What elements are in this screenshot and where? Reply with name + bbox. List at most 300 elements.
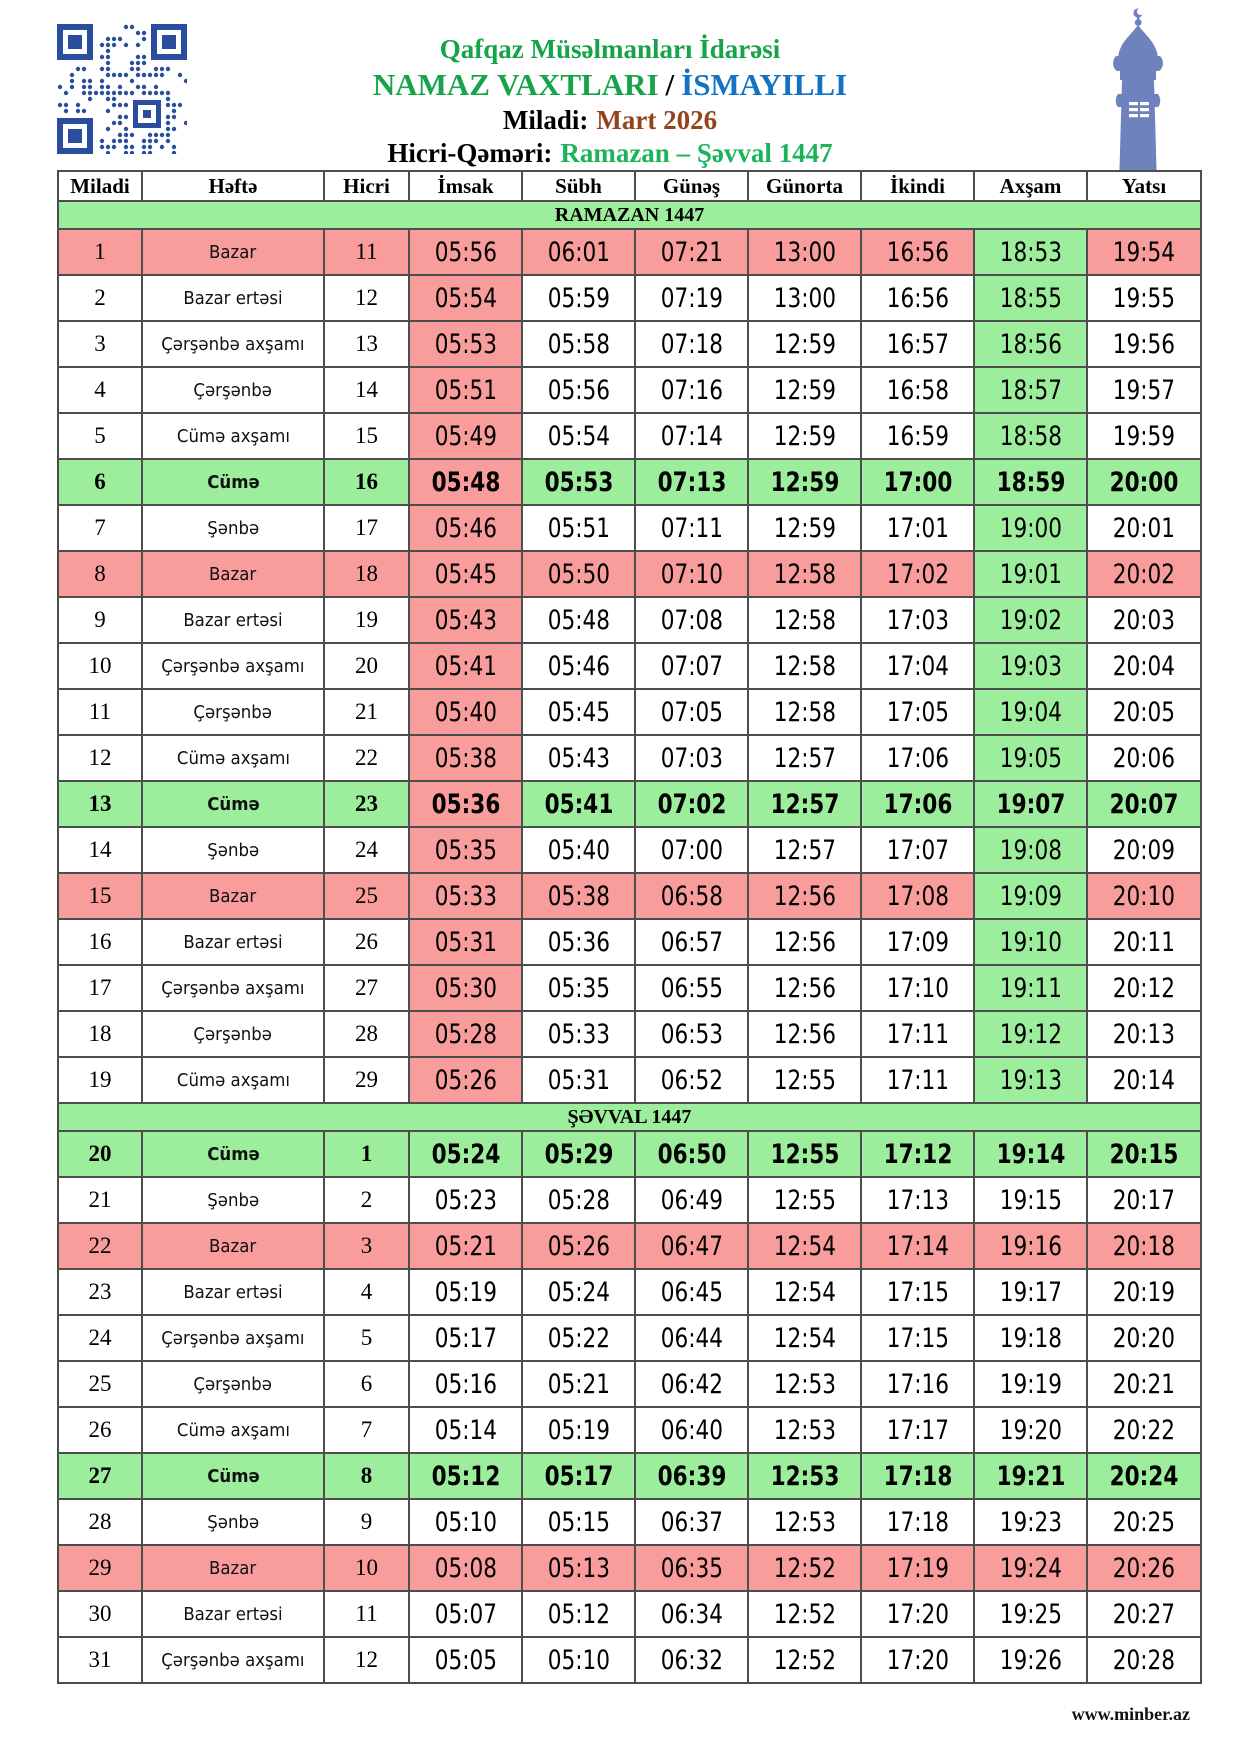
cell-time-subh: 05:35 [522,965,635,1011]
cell-miladi-day: 25 [58,1361,142,1407]
cell-time-ikindi: 17:02 [861,551,974,597]
page-title [180,66,1040,104]
title-separator: / [665,67,675,102]
table-row [58,1637,1201,1683]
cell-time-axsam: 19:07 [974,781,1087,827]
cell-weekday: Bazar ertəsi [142,1591,324,1637]
cell-weekday: Şənbə [142,1499,324,1545]
cell-hicri-day: 16 [324,459,409,505]
cell-weekday: Cümə [142,1131,324,1177]
cell-time-gunes: 06:37 [635,1499,748,1545]
cell-time-imsak: 05:26 [409,1057,522,1103]
cell-time-ikindi: 17:18 [861,1499,974,1545]
cell-time-axsam: 18:53 [974,229,1087,275]
cell-miladi-day: 22 [58,1223,142,1269]
cell-time-yatsi: 20:25 [1087,1499,1201,1545]
cell-time-gunorta: 12:55 [748,1057,861,1103]
cell-miladi-day: 7 [58,505,142,551]
cell-time-gunorta: 12:58 [748,689,861,735]
cell-weekday: Şənbə [142,505,324,551]
cell-time-subh: 05:17 [522,1453,635,1499]
col-header-subh: Sübh [522,171,635,201]
cell-time-yatsi: 20:07 [1087,781,1201,827]
cell-time-yatsi: 20:26 [1087,1545,1201,1591]
cell-miladi-day: 12 [58,735,142,781]
cell-time-imsak: 05:31 [409,919,522,965]
cell-time-imsak: 05:21 [409,1223,522,1269]
cell-time-gunorta: 12:52 [748,1591,861,1637]
cell-time-gunorta: 12:55 [748,1131,861,1177]
col-header-hicri: Hicri [324,171,409,201]
cell-time-yatsi: 20:14 [1087,1057,1201,1103]
cell-hicri-day: 11 [324,1591,409,1637]
cell-hicri-day: 5 [324,1315,409,1361]
cell-time-imsak: 05:12 [409,1453,522,1499]
cell-time-imsak: 05:49 [409,413,522,459]
cell-hicri-day: 24 [324,827,409,873]
cell-time-ikindi: 17:08 [861,873,974,919]
cell-time-yatsi: 20:27 [1087,1591,1201,1637]
table-row [58,735,1201,781]
cell-hicri-day: 8 [324,1453,409,1499]
cell-hicri-day: 17 [324,505,409,551]
cell-time-imsak: 05:08 [409,1545,522,1591]
column-header-row [58,171,1201,201]
cell-time-yatsi: 20:04 [1087,643,1201,689]
cell-time-axsam: 19:09 [974,873,1087,919]
cell-time-yatsi: 19:56 [1087,321,1201,367]
cell-time-imsak: 05:35 [409,827,522,873]
cell-time-subh: 05:38 [522,873,635,919]
cell-time-subh: 05:46 [522,643,635,689]
cell-miladi-day: 4 [58,367,142,413]
cell-weekday: Şənbə [142,827,324,873]
cell-time-axsam: 19:16 [974,1223,1087,1269]
cell-time-yatsi: 20:03 [1087,597,1201,643]
cell-time-ikindi: 17:04 [861,643,974,689]
cell-time-subh: 05:50 [522,551,635,597]
cell-weekday: Bazar [142,873,324,919]
cell-miladi-day: 26 [58,1407,142,1453]
cell-time-subh: 05:51 [522,505,635,551]
cell-time-ikindi: 16:57 [861,321,974,367]
cell-time-ikindi: 17:09 [861,919,974,965]
cell-time-subh: 05:12 [522,1591,635,1637]
cell-hicri-day: 23 [324,781,409,827]
cell-weekday: Çərşənbə axşamı [142,1637,324,1683]
cell-time-gunes: 06:35 [635,1545,748,1591]
section-row [58,201,1201,229]
col-header-hefte: Həftə [142,171,324,201]
cell-weekday: Cümə axşamı [142,413,324,459]
cell-time-subh: 05:19 [522,1407,635,1453]
cell-time-imsak: 05:24 [409,1131,522,1177]
cell-time-gunorta: 12:56 [748,873,861,919]
table-row [58,505,1201,551]
cell-time-gunes: 07:05 [635,689,748,735]
cell-time-subh: 05:24 [522,1269,635,1315]
cell-time-gunes: 07:11 [635,505,748,551]
table-row [58,275,1201,321]
cell-miladi-day: 31 [58,1637,142,1683]
cell-miladi-day: 3 [58,321,142,367]
cell-time-subh: 05:22 [522,1315,635,1361]
cell-time-axsam: 18:58 [974,413,1087,459]
cell-time-ikindi: 17:10 [861,965,974,1011]
cell-time-yatsi: 19:54 [1087,229,1201,275]
cell-time-gunorta: 12:57 [748,827,861,873]
cell-time-axsam: 19:03 [974,643,1087,689]
cell-time-imsak: 05:38 [409,735,522,781]
cell-time-yatsi: 19:59 [1087,413,1201,459]
cell-time-axsam: 19:04 [974,689,1087,735]
cell-time-ikindi: 16:59 [861,413,974,459]
cell-time-gunorta: 12:59 [748,459,861,505]
cell-time-gunorta: 13:00 [748,229,861,275]
cell-time-gunes: 07:10 [635,551,748,597]
cell-time-ikindi: 17:12 [861,1131,974,1177]
cell-time-axsam: 18:59 [974,459,1087,505]
table-row [58,689,1201,735]
cell-time-gunes: 07:02 [635,781,748,827]
cell-time-ikindi: 17:20 [861,1637,974,1683]
cell-time-imsak: 05:19 [409,1269,522,1315]
table-row [58,597,1201,643]
cell-time-ikindi: 17:16 [861,1361,974,1407]
col-header-yatsi: Yatsı [1087,171,1201,201]
cell-time-axsam: 19:08 [974,827,1087,873]
hicri-line [180,137,1040,170]
table-row [58,1269,1201,1315]
cell-time-gunorta: 12:59 [748,413,861,459]
cell-time-gunes: 07:03 [635,735,748,781]
cell-hicri-day: 18 [324,551,409,597]
cell-time-axsam: 19:18 [974,1315,1087,1361]
cell-time-ikindi: 17:18 [861,1453,974,1499]
hicri-label: Hicri-Qəməri: [387,138,553,168]
cell-time-yatsi: 20:28 [1087,1637,1201,1683]
table-row [58,1315,1201,1361]
cell-time-gunes: 06:49 [635,1177,748,1223]
cell-time-gunes: 06:47 [635,1223,748,1269]
col-header-gunorta: Günorta [748,171,861,201]
table-row [58,965,1201,1011]
cell-miladi-day: 27 [58,1453,142,1499]
cell-time-yatsi: 20:22 [1087,1407,1201,1453]
cell-miladi-day: 2 [58,275,142,321]
cell-hicri-day: 15 [324,413,409,459]
cell-time-ikindi: 17:15 [861,1269,974,1315]
cell-time-axsam: 19:21 [974,1453,1087,1499]
cell-weekday: Şənbə [142,1177,324,1223]
cell-miladi-day: 11 [58,689,142,735]
cell-time-gunorta: 13:00 [748,275,861,321]
cell-time-axsam: 18:56 [974,321,1087,367]
cell-hicri-day: 11 [324,229,409,275]
cell-time-subh: 05:31 [522,1057,635,1103]
table-row [58,781,1201,827]
section-title: RAMAZAN 1447 [58,201,1201,229]
cell-time-axsam: 18:57 [974,367,1087,413]
table-row [58,1591,1201,1637]
cell-time-axsam: 19:24 [974,1545,1087,1591]
cell-time-subh: 05:26 [522,1223,635,1269]
cell-miladi-day: 14 [58,827,142,873]
qr-code-icon [57,24,187,154]
cell-time-ikindi: 17:03 [861,597,974,643]
cell-hicri-day: 29 [324,1057,409,1103]
cell-time-gunes: 06:44 [635,1315,748,1361]
table-row [58,827,1201,873]
table-head [58,171,1201,201]
cell-hicri-day: 25 [324,873,409,919]
cell-miladi-day: 29 [58,1545,142,1591]
cell-time-gunorta: 12:56 [748,919,861,965]
cell-time-imsak: 05:05 [409,1637,522,1683]
cell-time-subh: 06:01 [522,229,635,275]
table-row [58,873,1201,919]
cell-time-ikindi: 17:11 [861,1011,974,1057]
table-row [58,1499,1201,1545]
cell-time-yatsi: 20:00 [1087,459,1201,505]
cell-hicri-day: 10 [324,1545,409,1591]
cell-time-imsak: 05:56 [409,229,522,275]
cell-time-axsam: 19:26 [974,1637,1087,1683]
cell-hicri-day: 9 [324,1499,409,1545]
cell-weekday: Çərşənbə [142,1361,324,1407]
cell-time-subh: 05:28 [522,1177,635,1223]
cell-time-axsam: 19:23 [974,1499,1087,1545]
cell-time-subh: 05:40 [522,827,635,873]
cell-weekday: Bazar [142,551,324,597]
cell-time-imsak: 05:53 [409,321,522,367]
cell-time-subh: 05:36 [522,919,635,965]
cell-time-gunorta: 12:57 [748,781,861,827]
cell-time-axsam: 19:02 [974,597,1087,643]
cell-time-gunes: 06:40 [635,1407,748,1453]
cell-time-axsam: 19:19 [974,1361,1087,1407]
cell-time-gunes: 06:57 [635,919,748,965]
cell-time-imsak: 05:48 [409,459,522,505]
cell-time-ikindi: 17:13 [861,1177,974,1223]
hicri-value: Ramazan – Şəvval 1447 [560,138,833,168]
cell-weekday: Bazar ertəsi [142,275,324,321]
cell-time-imsak: 05:07 [409,1591,522,1637]
title-city: İSMAYILLI [681,67,848,102]
table-row [58,551,1201,597]
cell-time-subh: 05:53 [522,459,635,505]
cell-time-yatsi: 20:24 [1087,1453,1201,1499]
cell-miladi-day: 30 [58,1591,142,1637]
cell-time-gunes: 07:14 [635,413,748,459]
cell-time-gunes: 07:18 [635,321,748,367]
col-header-ikindi: İkindi [861,171,974,201]
cell-time-yatsi: 20:15 [1087,1131,1201,1177]
cell-time-imsak: 05:33 [409,873,522,919]
col-header-axsam: Axşam [974,171,1087,201]
cell-time-gunorta: 12:58 [748,643,861,689]
cell-time-ikindi: 16:58 [861,367,974,413]
table-row [58,643,1201,689]
cell-time-axsam: 19:12 [974,1011,1087,1057]
cell-miladi-day: 6 [58,459,142,505]
prayer-times-table [57,170,1202,1684]
cell-time-ikindi: 17:19 [861,1545,974,1591]
cell-time-axsam: 19:25 [974,1591,1087,1637]
cell-time-yatsi: 20:10 [1087,873,1201,919]
table-row [58,1361,1201,1407]
minaret-icon [1092,6,1184,188]
cell-weekday: Çərşənbə axşamı [142,1315,324,1361]
cell-time-imsak: 05:43 [409,597,522,643]
cell-time-gunorta: 12:53 [748,1407,861,1453]
cell-time-yatsi: 20:21 [1087,1361,1201,1407]
cell-time-gunorta: 12:59 [748,321,861,367]
cell-miladi-day: 17 [58,965,142,1011]
cell-time-ikindi: 17:05 [861,689,974,735]
cell-time-yatsi: 20:18 [1087,1223,1201,1269]
cell-time-ikindi: 17:01 [861,505,974,551]
cell-hicri-day: 12 [324,1637,409,1683]
cell-time-imsak: 05:10 [409,1499,522,1545]
cell-time-ikindi: 17:15 [861,1315,974,1361]
table-row [58,919,1201,965]
cell-time-ikindi: 17:06 [861,735,974,781]
cell-time-subh: 05:43 [522,735,635,781]
cell-miladi-day: 13 [58,781,142,827]
cell-time-yatsi: 20:02 [1087,551,1201,597]
table-row [58,229,1201,275]
cell-weekday: Çərşənbə [142,367,324,413]
cell-time-ikindi: 16:56 [861,229,974,275]
cell-time-gunorta: 12:54 [748,1269,861,1315]
cell-time-subh: 05:33 [522,1011,635,1057]
cell-miladi-day: 5 [58,413,142,459]
cell-time-gunorta: 12:59 [748,367,861,413]
cell-time-yatsi: 20:05 [1087,689,1201,735]
table-row [58,321,1201,367]
cell-weekday: Cümə [142,781,324,827]
cell-weekday: Bazar ertəsi [142,597,324,643]
cell-time-gunes: 07:19 [635,275,748,321]
title-namaz-vaxtlari: NAMAZ VAXTLARI [372,67,659,102]
cell-time-subh: 05:13 [522,1545,635,1591]
cell-miladi-day: 15 [58,873,142,919]
cell-hicri-day: 1 [324,1131,409,1177]
cell-hicri-day: 14 [324,367,409,413]
cell-miladi-day: 1 [58,229,142,275]
cell-miladi-day: 8 [58,551,142,597]
cell-time-gunorta: 12:54 [748,1223,861,1269]
cell-time-imsak: 05:17 [409,1315,522,1361]
section-title: ŞƏVVAL 1447 [58,1103,1201,1131]
cell-time-ikindi: 17:14 [861,1223,974,1269]
cell-weekday: Bazar [142,229,324,275]
cell-time-subh: 05:59 [522,275,635,321]
cell-weekday: Çərşənbə [142,1011,324,1057]
cell-time-imsak: 05:14 [409,1407,522,1453]
cell-time-subh: 05:29 [522,1131,635,1177]
cell-time-yatsi: 20:17 [1087,1177,1201,1223]
cell-hicri-day: 12 [324,275,409,321]
cell-time-gunes: 06:39 [635,1453,748,1499]
cell-weekday: Bazar [142,1223,324,1269]
cell-time-gunorta: 12:59 [748,505,861,551]
cell-time-gunorta: 12:57 [748,735,861,781]
table-row [58,459,1201,505]
cell-hicri-day: 7 [324,1407,409,1453]
cell-time-gunes: 07:21 [635,229,748,275]
cell-time-yatsi: 20:11 [1087,919,1201,965]
cell-time-subh: 05:54 [522,413,635,459]
cell-time-ikindi: 16:56 [861,275,974,321]
cell-time-gunorta: 12:52 [748,1545,861,1591]
table-row [58,1177,1201,1223]
cell-time-imsak: 05:40 [409,689,522,735]
cell-time-gunes: 06:34 [635,1591,748,1637]
cell-miladi-day: 20 [58,1131,142,1177]
cell-miladi-day: 16 [58,919,142,965]
cell-time-ikindi: 17:00 [861,459,974,505]
header-titles [180,32,1040,170]
cell-time-yatsi: 20:09 [1087,827,1201,873]
cell-time-yatsi: 20:12 [1087,965,1201,1011]
cell-time-subh: 05:21 [522,1361,635,1407]
cell-time-imsak: 05:30 [409,965,522,1011]
section-row [58,1103,1201,1131]
miladi-value: Mart 2026 [596,105,718,135]
cell-time-gunorta: 12:53 [748,1499,861,1545]
cell-time-gunes: 06:55 [635,965,748,1011]
table-row [58,1407,1201,1453]
cell-time-gunes: 06:45 [635,1269,748,1315]
cell-time-gunes: 06:32 [635,1637,748,1683]
table-row [58,367,1201,413]
table-row [58,413,1201,459]
website-text: www.minber.az [1071,1704,1190,1724]
cell-weekday: Çərşənbə axşamı [142,643,324,689]
cell-weekday: Çərşənbə axşamı [142,965,324,1011]
cell-time-gunes: 06:53 [635,1011,748,1057]
cell-time-axsam: 19:00 [974,505,1087,551]
cell-time-gunes: 06:58 [635,873,748,919]
cell-time-axsam: 19:05 [974,735,1087,781]
table-row [58,1545,1201,1591]
cell-time-axsam: 19:15 [974,1177,1087,1223]
cell-miladi-day: 19 [58,1057,142,1103]
cell-time-imsak: 05:36 [409,781,522,827]
cell-time-axsam: 19:10 [974,919,1087,965]
table-body [58,201,1201,1683]
cell-time-axsam: 19:20 [974,1407,1087,1453]
cell-time-imsak: 05:54 [409,275,522,321]
cell-time-gunorta: 12:56 [748,965,861,1011]
cell-time-imsak: 05:28 [409,1011,522,1057]
cell-time-imsak: 05:23 [409,1177,522,1223]
cell-miladi-day: 21 [58,1177,142,1223]
cell-time-subh: 05:10 [522,1637,635,1683]
col-header-imsak: İmsak [409,171,522,201]
table-row [58,1131,1201,1177]
cell-time-subh: 05:58 [522,321,635,367]
cell-time-gunes: 06:52 [635,1057,748,1103]
cell-weekday: Cümə axşamı [142,1407,324,1453]
cell-time-gunes: 07:00 [635,827,748,873]
cell-hicri-day: 2 [324,1177,409,1223]
cell-weekday: Çərşənbə axşamı [142,321,324,367]
cell-time-subh: 05:41 [522,781,635,827]
cell-time-axsam: 19:14 [974,1131,1087,1177]
